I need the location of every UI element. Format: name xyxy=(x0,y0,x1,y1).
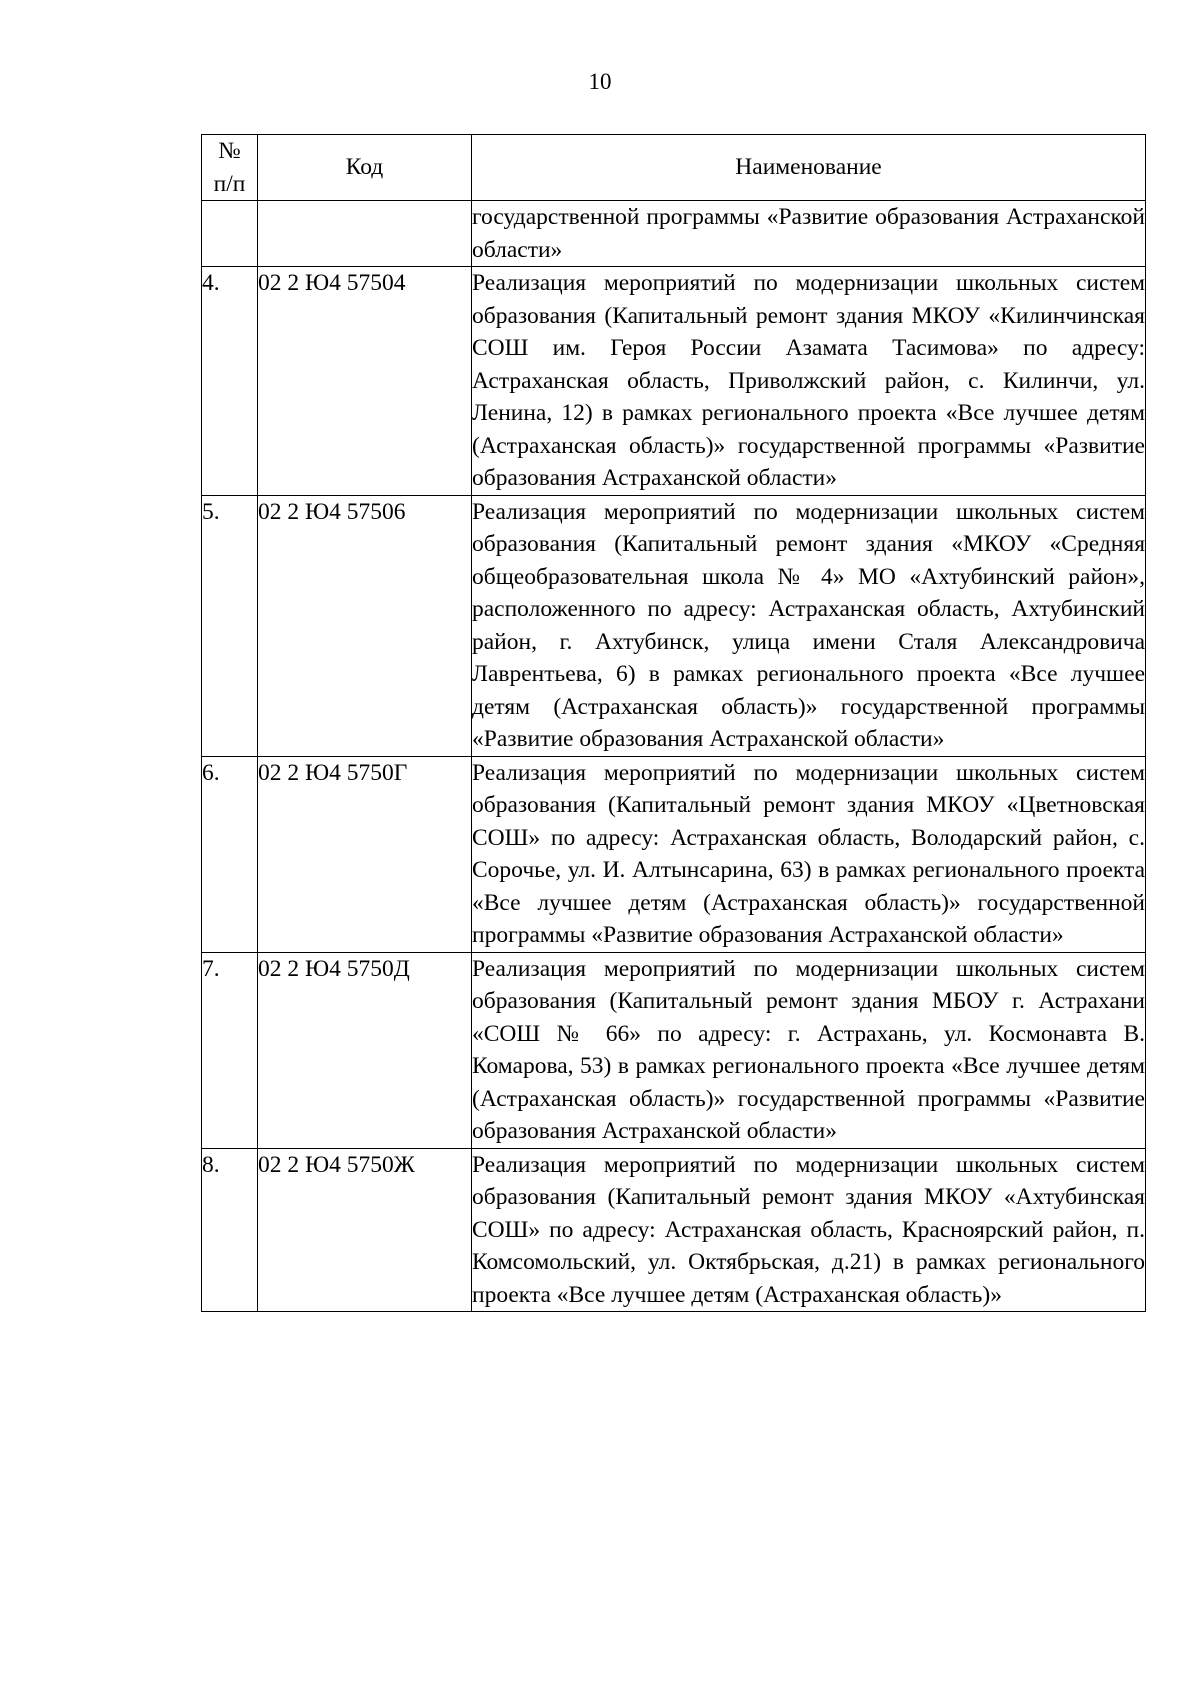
header-number xyxy=(202,135,258,201)
row-code: 02 2 Ю4 57504 xyxy=(258,267,472,496)
row-number: 8. xyxy=(202,1148,258,1312)
budget-code-table xyxy=(201,134,1146,1312)
table-row xyxy=(202,756,1146,952)
row-name: Реализация мероприятий по модернизации школьных систем образования (Капитальный ремонт здания МКОУ «Ахтубинская СОШ» по адресу: Астраханская область, Красноярский район, п. Комсомольский, ул. Октябрьская, д.21) в рамках регионального проекта «Все лучшее детям (Астраханская область)» xyxy=(472,1148,1146,1312)
table-row xyxy=(202,495,1146,756)
row-code: 02 2 Ю4 5750Д xyxy=(258,952,472,1148)
header-name: Наименование xyxy=(472,135,1146,201)
table-row xyxy=(202,201,1146,267)
table-row xyxy=(202,1148,1146,1312)
row-name: Реализация мероприятий по модернизации школьных систем образования (Капитальный ремонт здания «МКОУ «Средняя общеобразовательная школа № 4» МО «Ахтубинский район», расположенного по адресу: Астраханская область, Ахтубинский район, г. Ахтубинск, улица имени Сталя Александровича Лаврентьева, 6) в рамках регионального проекта «Все лучшее детям (Астраханская область)» государственной программы «Развитие образования Астраханской области» xyxy=(472,495,1146,756)
table-row xyxy=(202,267,1146,496)
row-name: Реализация мероприятий по модернизации школьных систем образования (Капитальный ремонт здания МКОУ «Цветновская СОШ» по адресу: Астраханская область, Володарский район, с. Сорочье, ул. И. Алтынсарина, 63) в рамках регионального проекта «Все лучшее детям (Астраханская область)» государственной программы «Развитие образования Астраханской области» xyxy=(472,756,1146,952)
header-code: Код xyxy=(258,135,472,201)
row-number xyxy=(202,201,258,267)
table-header-row xyxy=(202,135,1146,201)
table-row xyxy=(202,952,1146,1148)
row-name: государственной программы «Развитие образования Астраханской области» xyxy=(472,201,1146,267)
row-code: 02 2 Ю4 5750Ж xyxy=(258,1148,472,1312)
row-code xyxy=(258,201,472,267)
header-number-pp: п/п xyxy=(213,170,246,197)
row-number: 4. xyxy=(202,267,258,496)
row-number: 7. xyxy=(202,952,258,1148)
row-name: Реализация мероприятий по модернизации школьных систем образования (Капитальный ремонт здания МКОУ «Килинчинская СОШ им. Героя России Азамата Тасимова» по адресу: Астраханская область, Приволжский район, с. Килинчи, ул. Ленина, 12) в рамках регионального проекта «Все лучшее детям (Астраханская область)» государственной программы «Развитие образования Астраханской области» xyxy=(472,267,1146,496)
row-number: 6. xyxy=(202,756,258,952)
header-number-symbol: № xyxy=(218,138,241,164)
page-number: 10 xyxy=(588,69,612,94)
row-code: 02 2 Ю4 57506 xyxy=(258,495,472,756)
row-code: 02 2 Ю4 5750Г xyxy=(258,756,472,952)
row-number: 5. xyxy=(202,495,258,756)
row-name: Реализация мероприятий по модернизации школьных систем образования (Капитальный ремонт здания МБОУ г. Астрахани «СОШ № 66» по адресу: г. Астрахань, ул. Космонавта В. Комарова, 53) в рамках регионального проекта «Все лучшее детям (Астраханская область)» государственной программы «Развитие образования Астраханской области» xyxy=(472,952,1146,1148)
